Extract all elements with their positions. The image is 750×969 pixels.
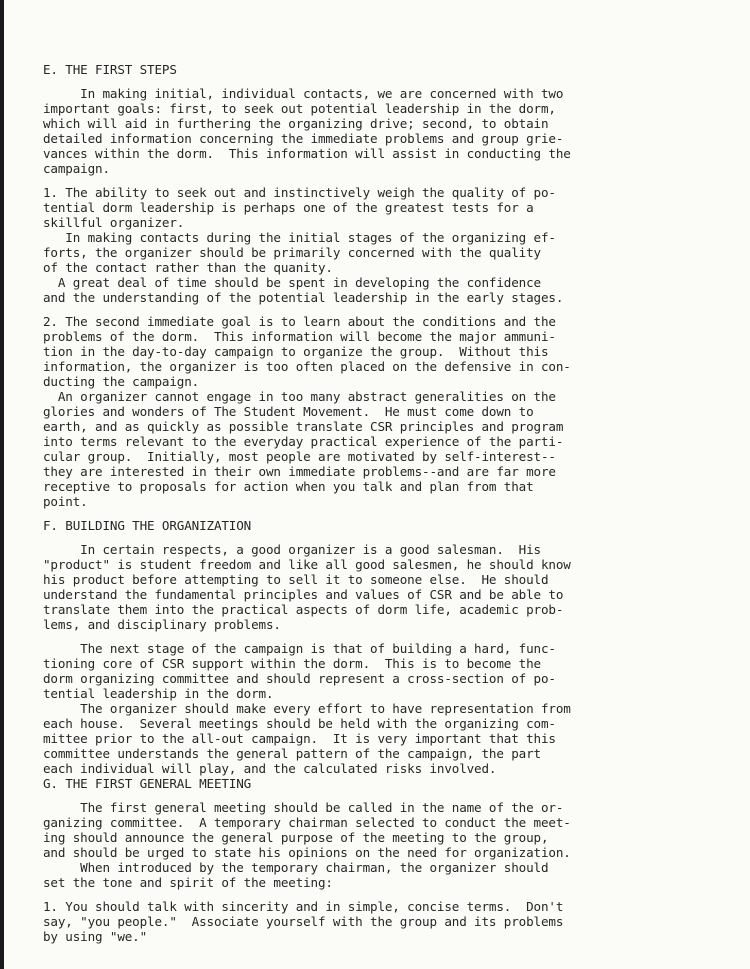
text-line: his product before attempting to sell it to someone else. He should [43,572,549,587]
text-line: which will aid in furthering the organizing drive; second, to obtain [43,116,549,131]
text-line: glories and wonders of The Student Movement. He must come down to [43,404,534,419]
block-spacer [43,791,688,800]
text-line: dorm organizing committee and should represent a cross-section of po- [43,671,556,686]
text-line: tion in the day-to-day campaign to organize the group. Without this [43,344,549,359]
text-line: cular group. Initially, most people are motivated by self-interest-- [43,449,556,464]
text-line: ducting the campaign. [43,374,200,389]
text-line: set the tone and spirit of the meeting: [43,875,333,890]
block-spacer [43,890,688,899]
text-line: skillful organizer. [43,215,185,230]
text-line: vances within the dorm. This information will assist in conducting the [43,146,571,161]
text-line: 2. The second immediate goal is to learn about the conditions and the [43,314,556,329]
text-line: problems of the dorm. This information will become the major ammuni- [43,329,556,344]
paragraph [43,800,688,890]
section-heading [43,518,688,533]
text-line: of the contact rather than the quanity. [43,260,333,275]
text-line: tential leadership in the dorm. [43,686,274,701]
text-line: point. [43,494,88,509]
page-binding-edge [0,0,4,969]
typed-document-page [43,62,688,944]
text-line: mittee prior to the all-out campaign. It is very important that this [43,731,556,746]
text-line: and should be urged to state his opinions on the need for organization. [43,845,571,860]
text-line: information, the organizer is too often placed on the defensive in con- [43,359,571,374]
text-line: "product" is student freedom and like all good salesmen, he should know [43,557,571,572]
text-line: earth, and as quickly as possible translate CSR principles and program [43,419,564,434]
text-line: detailed information concerning the immediate problems and group grie- [43,131,564,146]
block-spacer [43,533,688,542]
block-spacer [43,305,688,314]
heading-text: F. BUILDING THE ORGANIZATION [43,518,252,533]
block-spacer [43,176,688,185]
text-line: In certain respects, a good organizer is a good salesman. His [43,542,541,557]
block-spacer [43,509,688,518]
text-line: lems, and disciplinary problems. [43,617,281,632]
text-line: ing should announce the general purpose of the meeting to the group, [43,830,549,845]
heading-text: G. THE FIRST GENERAL MEETING [43,776,252,791]
text-line: forts, the organizer should be primarily concerned with the quality [43,245,541,260]
text-line: 1. You should talk with sincerity and in simple, concise terms. Don't [43,899,564,914]
text-line: In making initial, individual contacts, we are concerned with two [43,86,564,101]
section-heading [43,776,688,791]
paragraph [43,899,688,944]
text-line: understand the fundamental principles and values of CSR and be able to [43,587,564,602]
text-line: each individual will play, and the calculated risks involved. [43,761,497,776]
text-line: The next stage of the campaign is that of building a hard, func- [43,641,556,656]
text-line: tioning core of CSR support within the dorm. This is to become the [43,656,541,671]
block-spacer [43,632,688,641]
text-line: translate them into the practical aspects of dorm life, academic prob- [43,602,564,617]
block-spacer [43,77,688,86]
text-line: When introduced by the temporary chairman, the organizer should [43,860,549,875]
text-line: The organizer should make every effort to have representation from [43,701,571,716]
paragraph [43,641,688,776]
text-line: they are interested in their own immediate problems--and are far more [43,464,556,479]
text-line: The first general meeting should be called in the name of the or- [43,800,564,815]
text-line: into terms relevant to the everyday practical experience of the parti- [43,434,564,449]
text-line: In making contacts during the initial stages of the organizing ef- [43,230,556,245]
text-line: and the understanding of the potential leadership in the early stages. [43,290,564,305]
text-line: An organizer cannot engage in too many abstract generalities on the [43,389,556,404]
text-line: 1. The ability to seek out and instinctively weigh the quality of po- [43,185,556,200]
paragraph [43,185,688,305]
text-line: each house. Several meetings should be held with the organizing com- [43,716,556,731]
text-line: by using "we." [43,929,148,944]
text-line: committee understands the general pattern of the campaign, the part [43,746,541,761]
text-line: receptive to proposals for action when you talk and plan from that [43,479,534,494]
paragraph [43,314,688,509]
text-line: A great deal of time should be spent in developing the confidence [43,275,541,290]
paragraph [43,542,688,632]
section-heading [43,62,688,77]
text-line: campaign. [43,161,110,176]
paragraph [43,86,688,176]
text-line: ganizing committee. A temporary chairman selected to conduct the meet- [43,815,571,830]
text-line: important goals: first, to seek out potential leadership in the dorm, [43,101,556,116]
text-line: say, "you people." Associate yourself with the group and its problems [43,914,564,929]
text-line: tential dorm leadership is perhaps one of the greatest tests for a [43,200,534,215]
heading-text: E. THE FIRST STEPS [43,62,177,77]
